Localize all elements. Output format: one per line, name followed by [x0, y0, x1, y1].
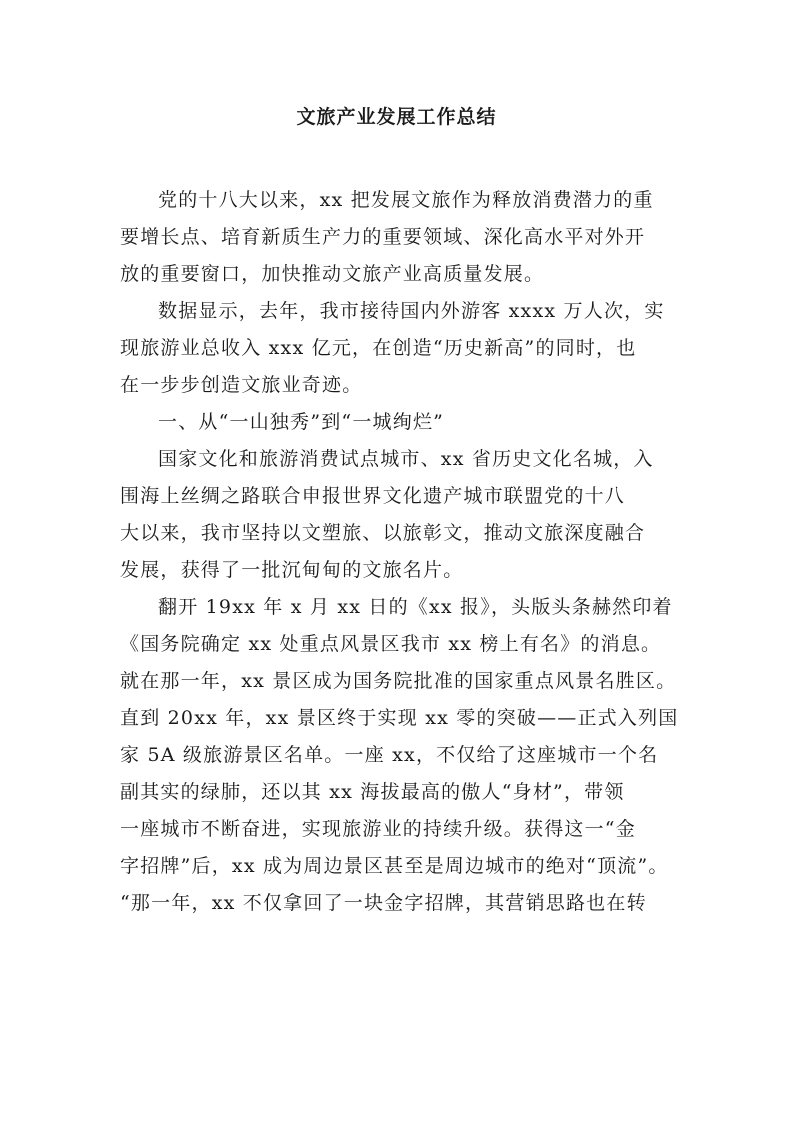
paragraph-line: 要增长点、培育新质生产力的重要领域、深化高水平对外开 — [120, 226, 646, 248]
paragraph-line: 家 5A 级旅游景区名单。一座 xx，不仅给了这座城市一个名 — [120, 744, 659, 766]
paragraph-line: 《国务院确定 xx 处重点风景区我市 xx 榜上有名》的消息。 — [120, 633, 662, 655]
paragraph-line: 翻开 19xx 年 x 月 xx 日的《xx 报》，头版头条赫然印着 — [158, 596, 673, 618]
paragraph-line: 党的十八大以来，xx 把发展文旅作为释放消费潜力的重 — [158, 189, 654, 211]
paragraph-line: 国家文化和旅游消费试点城市、xx 省历史文化名城，入 — [158, 448, 654, 470]
paragraph-line: 放的重要窗口，加快推动文旅产业高质量发展。 — [120, 263, 545, 285]
document-title: 文旅产业发展工作总结 — [296, 106, 497, 128]
paragraph-line: 现旅游业总收入 xxx 亿元，在创造“历史新高”的同时，也 — [120, 337, 637, 359]
paragraph-line: 副其实的绿肺，还以其 xx 海拔最高的傲人“身材”，带领 — [120, 781, 625, 803]
paragraph-line: 大以来，我市坚持以文塑旅、以旅彰文，推动文旅深度融合 — [120, 522, 646, 544]
paragraph-line: 围海上丝绸之路联合申报世界文化遗产城市联盟党的十八 — [120, 485, 626, 507]
paragraph-line: 数据显示，去年，我市接待国内外游客 xxxx 万人次，实 — [158, 300, 665, 322]
paragraph-line: 直到 20xx 年，xx 景区终于实现 xx 零的突破——正式入列国 — [120, 707, 679, 729]
section-heading: 一、从“一山独秀”到“一城绚烂” — [158, 411, 445, 433]
paragraph-line: “那一年，xx 不仅拿回了一块金字招牌，其营销思路也在转 — [120, 892, 647, 914]
paragraph-line: 一座城市不断奋进，实现旅游业的持续升级。获得这一“金 — [120, 818, 636, 840]
paragraph-line: 就在那一年，xx 景区成为国务院批准的国家重点风景名胜区。 — [120, 670, 677, 692]
paragraph-line: 字招牌”后，xx 成为周边景区甚至是周边城市的绝对“顶流”。 — [120, 855, 669, 877]
paragraph-line: 发展，获得了一批沉甸甸的文旅名片。 — [120, 559, 464, 581]
paragraph-line: 在一步步创造文旅业奇迹。 — [120, 374, 363, 396]
